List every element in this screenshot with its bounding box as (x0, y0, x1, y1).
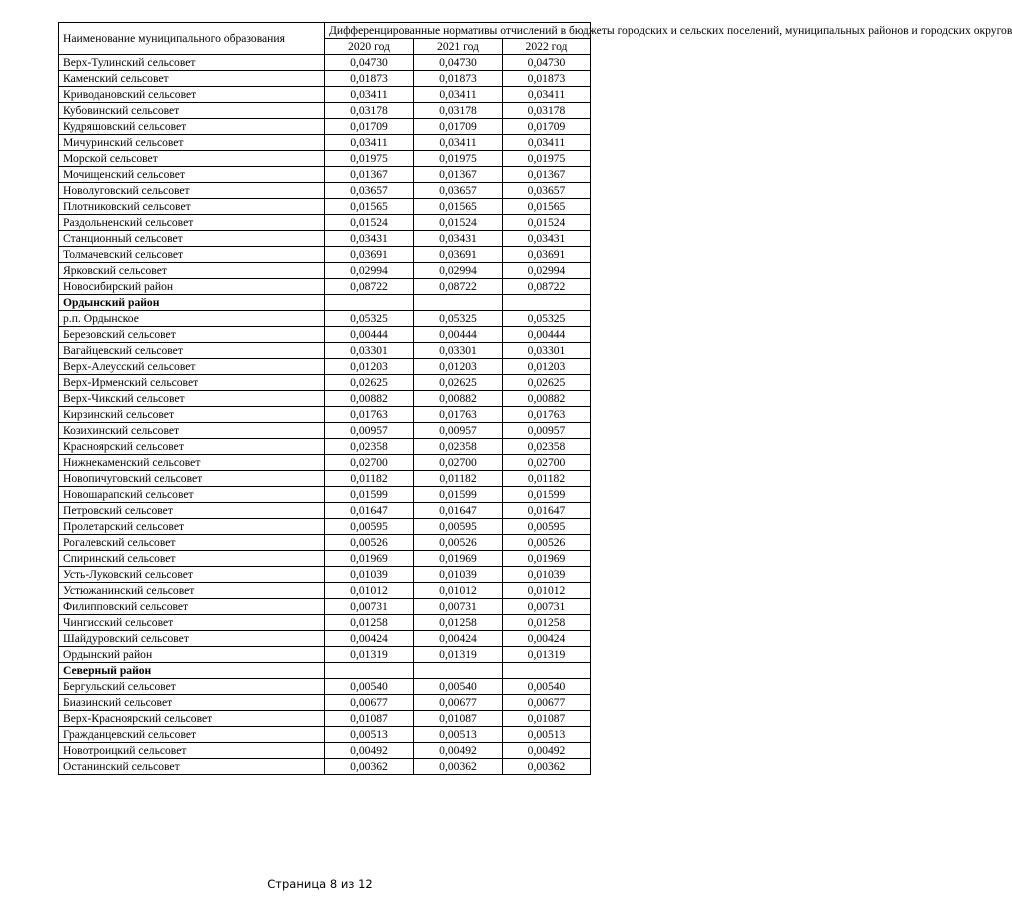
value-2022: 0,00540 (503, 679, 591, 695)
value-2020: 0,02625 (325, 375, 414, 391)
value-2022: 0,01969 (503, 551, 591, 567)
value-2021: 0,01367 (414, 167, 503, 183)
municipality-name: Останинский сельсовет (59, 759, 325, 775)
value-2022: 0,03411 (503, 87, 591, 103)
municipality-name: Филипповский сельсовет (59, 599, 325, 615)
value-2020: 0,04730 (325, 55, 414, 71)
municipality-name: Шайдуровский сельсовет (59, 631, 325, 647)
value-2021: 0,03691 (414, 247, 503, 263)
value-2020: 0,00424 (325, 631, 414, 647)
value-2021: 0,04730 (414, 55, 503, 71)
municipality-name: Спиринский сельсовет (59, 551, 325, 567)
table-row (59, 423, 591, 439)
value-2021: 0,01039 (414, 567, 503, 583)
table-row (59, 519, 591, 535)
municipality-name: Верх-Ирменский сельсовет (59, 375, 325, 391)
municipality-name: Новопичуговский сельсовет (59, 471, 325, 487)
value-2020: 0,01087 (325, 711, 414, 727)
municipality-name: Устюжанинский сельсовет (59, 583, 325, 599)
value-2021: 0,01969 (414, 551, 503, 567)
table-row (59, 647, 591, 663)
value-2020: 0,00444 (325, 327, 414, 343)
value-2020: 0,01258 (325, 615, 414, 631)
section-row (59, 663, 591, 679)
value-2022: 0,01565 (503, 199, 591, 215)
table-row (59, 103, 591, 119)
table-row (59, 503, 591, 519)
value-2020: 0,00362 (325, 759, 414, 775)
table-row (59, 263, 591, 279)
table-row (59, 119, 591, 135)
value-2021: 0,00362 (414, 759, 503, 775)
header-row (59, 23, 591, 39)
value-2022: 0,03178 (503, 103, 591, 119)
municipality-name: Толмачевский сельсовет (59, 247, 325, 263)
value-2022: 0,01319 (503, 647, 591, 663)
value-2020: 0,01319 (325, 647, 414, 663)
municipality-name: Кубовинский сельсовет (59, 103, 325, 119)
table-row (59, 439, 591, 455)
value-2020: 0,01599 (325, 487, 414, 503)
value-2020: 0,00882 (325, 391, 414, 407)
municipality-name: Верх-Красноярский сельсовет (59, 711, 325, 727)
page-number: Страница 8 из 12 (267, 877, 373, 891)
value-2022: 0,01039 (503, 567, 591, 583)
table-row (59, 727, 591, 743)
value-2022: 0,00424 (503, 631, 591, 647)
value-2022: 0,01975 (503, 151, 591, 167)
value-2022: 0,01203 (503, 359, 591, 375)
value-2022: 0,00492 (503, 743, 591, 759)
table-row (59, 711, 591, 727)
value-2021: 0,02994 (414, 263, 503, 279)
value-2021: 0,03178 (414, 103, 503, 119)
municipality-name: Кудряшовский сельсовет (59, 119, 325, 135)
value-2020: 0,02700 (325, 455, 414, 471)
table-row (59, 327, 591, 343)
value-2020: 0,01969 (325, 551, 414, 567)
value-2021: 0,02700 (414, 455, 503, 471)
value-2021: 0,01975 (414, 151, 503, 167)
municipality-name: Березовский сельсовет (59, 327, 325, 343)
municipality-name: Нижнекаменский сельсовет (59, 455, 325, 471)
value-2022: 0,02358 (503, 439, 591, 455)
table-row (59, 583, 591, 599)
municipality-name: Чингисский сельсовет (59, 615, 325, 631)
table-row (59, 71, 591, 87)
value-2020: 0,00595 (325, 519, 414, 535)
value-2020: 0,01012 (325, 583, 414, 599)
value-2021: 0,00595 (414, 519, 503, 535)
value-2021: 0,01709 (414, 119, 503, 135)
header-norms-title: Дифференцированные нормативы отчислений в бюджеты городских и сельских поселений, муниципальных районов и городских округов (325, 23, 591, 39)
value-2020: 0,03691 (325, 247, 414, 263)
header-year-2021: 2021 год (414, 39, 503, 55)
value-2021: 0,01258 (414, 615, 503, 631)
empty-cell (414, 663, 503, 679)
value-2022: 0,01647 (503, 503, 591, 519)
value-2020: 0,01647 (325, 503, 414, 519)
value-2022: 0,00444 (503, 327, 591, 343)
value-2022: 0,00731 (503, 599, 591, 615)
value-2020: 0,03431 (325, 231, 414, 247)
value-2021: 0,00540 (414, 679, 503, 695)
value-2022: 0,05325 (503, 311, 591, 327)
table-row (59, 695, 591, 711)
value-2020: 0,00492 (325, 743, 414, 759)
value-2022: 0,03301 (503, 343, 591, 359)
value-2021: 0,00492 (414, 743, 503, 759)
value-2022: 0,08722 (503, 279, 591, 295)
value-2022: 0,01182 (503, 471, 591, 487)
value-2022: 0,04730 (503, 55, 591, 71)
municipality-name: Козихинский сельсовет (59, 423, 325, 439)
section-title: Ордынский район (59, 295, 325, 311)
table-row (59, 87, 591, 103)
value-2020: 0,01763 (325, 407, 414, 423)
table-row (59, 343, 591, 359)
value-2021: 0,01647 (414, 503, 503, 519)
municipality-name: Красноярский сельсовет (59, 439, 325, 455)
value-2022: 0,03431 (503, 231, 591, 247)
value-2022: 0,00957 (503, 423, 591, 439)
value-2020: 0,00540 (325, 679, 414, 695)
header-name-column: Наименование муниципального образования (59, 23, 325, 55)
value-2020: 0,01709 (325, 119, 414, 135)
value-2022: 0,01258 (503, 615, 591, 631)
table-row (59, 631, 591, 647)
value-2020: 0,00513 (325, 727, 414, 743)
value-2021: 0,00731 (414, 599, 503, 615)
table-row (59, 407, 591, 423)
value-2020: 0,03411 (325, 87, 414, 103)
section-title: Северный район (59, 663, 325, 679)
value-2021: 0,01087 (414, 711, 503, 727)
table-row (59, 487, 591, 503)
municipality-name: Кирзинский сельсовет (59, 407, 325, 423)
table-row (59, 743, 591, 759)
value-2020: 0,00731 (325, 599, 414, 615)
value-2022: 0,00882 (503, 391, 591, 407)
table-row (59, 471, 591, 487)
value-2020: 0,01975 (325, 151, 414, 167)
value-2021: 0,03657 (414, 183, 503, 199)
table-row (59, 375, 591, 391)
municipality-name: Мочищенский сельсовет (59, 167, 325, 183)
empty-cell (325, 663, 414, 679)
value-2021: 0,00882 (414, 391, 503, 407)
value-2022: 0,01763 (503, 407, 591, 423)
value-2020: 0,05325 (325, 311, 414, 327)
table-row (59, 535, 591, 551)
municipality-name: Усть-Луковский сельсовет (59, 567, 325, 583)
value-2020: 0,03411 (325, 135, 414, 151)
value-2021: 0,01763 (414, 407, 503, 423)
value-2020: 0,01873 (325, 71, 414, 87)
value-2022: 0,00677 (503, 695, 591, 711)
municipality-name: Верх-Алеусский сельсовет (59, 359, 325, 375)
table-row (59, 391, 591, 407)
municipality-name: Вагайцевский сельсовет (59, 343, 325, 359)
municipality-name: Бергульский сельсовет (59, 679, 325, 695)
value-2020: 0,03657 (325, 183, 414, 199)
value-2021: 0,01012 (414, 583, 503, 599)
value-2021: 0,00513 (414, 727, 503, 743)
value-2020: 0,00526 (325, 535, 414, 551)
municipality-name: Верх-Тулинский сельсовет (59, 55, 325, 71)
value-2021: 0,01182 (414, 471, 503, 487)
municipality-name: Станционный сельсовет (59, 231, 325, 247)
value-2020: 0,01367 (325, 167, 414, 183)
value-2021: 0,01565 (414, 199, 503, 215)
table-row (59, 183, 591, 199)
value-2020: 0,01182 (325, 471, 414, 487)
municipality-name: Ярковский сельсовет (59, 263, 325, 279)
value-2020: 0,03301 (325, 343, 414, 359)
section-row (59, 295, 591, 311)
municipality-name: Новотроицкий сельсовет (59, 743, 325, 759)
value-2020: 0,01565 (325, 199, 414, 215)
value-2021: 0,01524 (414, 215, 503, 231)
table-row (59, 567, 591, 583)
value-2022: 0,01367 (503, 167, 591, 183)
municipality-name: Плотниковский сельсовет (59, 199, 325, 215)
empty-cell (325, 295, 414, 311)
municipality-name: Новошарапский сельсовет (59, 487, 325, 503)
header-year-2020: 2020 год (325, 39, 414, 55)
empty-cell (414, 295, 503, 311)
value-2022: 0,00595 (503, 519, 591, 535)
municipality-name: р.п. Ордынское (59, 311, 325, 327)
value-2021: 0,03431 (414, 231, 503, 247)
value-2022: 0,00362 (503, 759, 591, 775)
value-2021: 0,00444 (414, 327, 503, 343)
table-row (59, 167, 591, 183)
table-row (59, 247, 591, 263)
table-row (59, 759, 591, 775)
table-row (59, 231, 591, 247)
value-2020: 0,00957 (325, 423, 414, 439)
table-row (59, 359, 591, 375)
municipality-name: Новолуговский сельсовет (59, 183, 325, 199)
table-row (59, 55, 591, 71)
value-2020: 0,01039 (325, 567, 414, 583)
municipality-name: Рогалевский сельсовет (59, 535, 325, 551)
value-2022: 0,02994 (503, 263, 591, 279)
municipality-name: Гражданцевский сельсовет (59, 727, 325, 743)
value-2022: 0,00526 (503, 535, 591, 551)
value-2022: 0,02625 (503, 375, 591, 391)
value-2021: 0,01319 (414, 647, 503, 663)
table-row (59, 615, 591, 631)
municipality-name: Новосибирский район (59, 279, 325, 295)
value-2021: 0,01873 (414, 71, 503, 87)
table-row (59, 199, 591, 215)
value-2021: 0,01599 (414, 487, 503, 503)
table-row (59, 215, 591, 231)
value-2021: 0,02625 (414, 375, 503, 391)
value-2021: 0,00957 (414, 423, 503, 439)
table-row (59, 679, 591, 695)
norms-table (58, 22, 1012, 775)
value-2022: 0,01087 (503, 711, 591, 727)
value-2022: 0,01012 (503, 583, 591, 599)
municipality-name: Раздольненский сельсовет (59, 215, 325, 231)
value-2022: 0,01599 (503, 487, 591, 503)
value-2020: 0,03178 (325, 103, 414, 119)
municipality-name: Ордынский район (59, 647, 325, 663)
empty-cell (503, 295, 591, 311)
value-2021: 0,03411 (414, 87, 503, 103)
empty-cell (503, 663, 591, 679)
value-2021: 0,05325 (414, 311, 503, 327)
value-2022: 0,01524 (503, 215, 591, 231)
value-2022: 0,01709 (503, 119, 591, 135)
value-2022: 0,01873 (503, 71, 591, 87)
table-row (59, 311, 591, 327)
norms-table-body (59, 23, 1012, 775)
municipality-name: Петровский сельсовет (59, 503, 325, 519)
table-row (59, 279, 591, 295)
value-2020: 0,02994 (325, 263, 414, 279)
table-row (59, 455, 591, 471)
municipality-name: Морской сельсовет (59, 151, 325, 167)
value-2021: 0,08722 (414, 279, 503, 295)
value-2021: 0,03301 (414, 343, 503, 359)
table-row (59, 599, 591, 615)
value-2021: 0,00677 (414, 695, 503, 711)
value-2021: 0,02358 (414, 439, 503, 455)
value-2021: 0,00424 (414, 631, 503, 647)
municipality-name: Мичуринский сельсовет (59, 135, 325, 151)
value-2021: 0,03411 (414, 135, 503, 151)
value-2020: 0,08722 (325, 279, 414, 295)
table-row (59, 551, 591, 567)
value-2022: 0,02700 (503, 455, 591, 471)
value-2020: 0,00677 (325, 695, 414, 711)
value-2021: 0,00526 (414, 535, 503, 551)
value-2022: 0,03657 (503, 183, 591, 199)
value-2022: 0,03411 (503, 135, 591, 151)
value-2020: 0,01524 (325, 215, 414, 231)
municipality-name: Пролетарский сельсовет (59, 519, 325, 535)
value-2022: 0,00513 (503, 727, 591, 743)
municipality-name: Верх-Чикский сельсовет (59, 391, 325, 407)
municipality-name: Криводановский сельсовет (59, 87, 325, 103)
municipality-name: Каменский сельсовет (59, 71, 325, 87)
value-2020: 0,01203 (325, 359, 414, 375)
value-2021: 0,01203 (414, 359, 503, 375)
table-row (59, 151, 591, 167)
header-year-2022: 2022 год (503, 39, 591, 55)
table-row (59, 135, 591, 151)
value-2022: 0,03691 (503, 247, 591, 263)
municipality-name: Биазинский сельсовет (59, 695, 325, 711)
value-2020: 0,02358 (325, 439, 414, 455)
